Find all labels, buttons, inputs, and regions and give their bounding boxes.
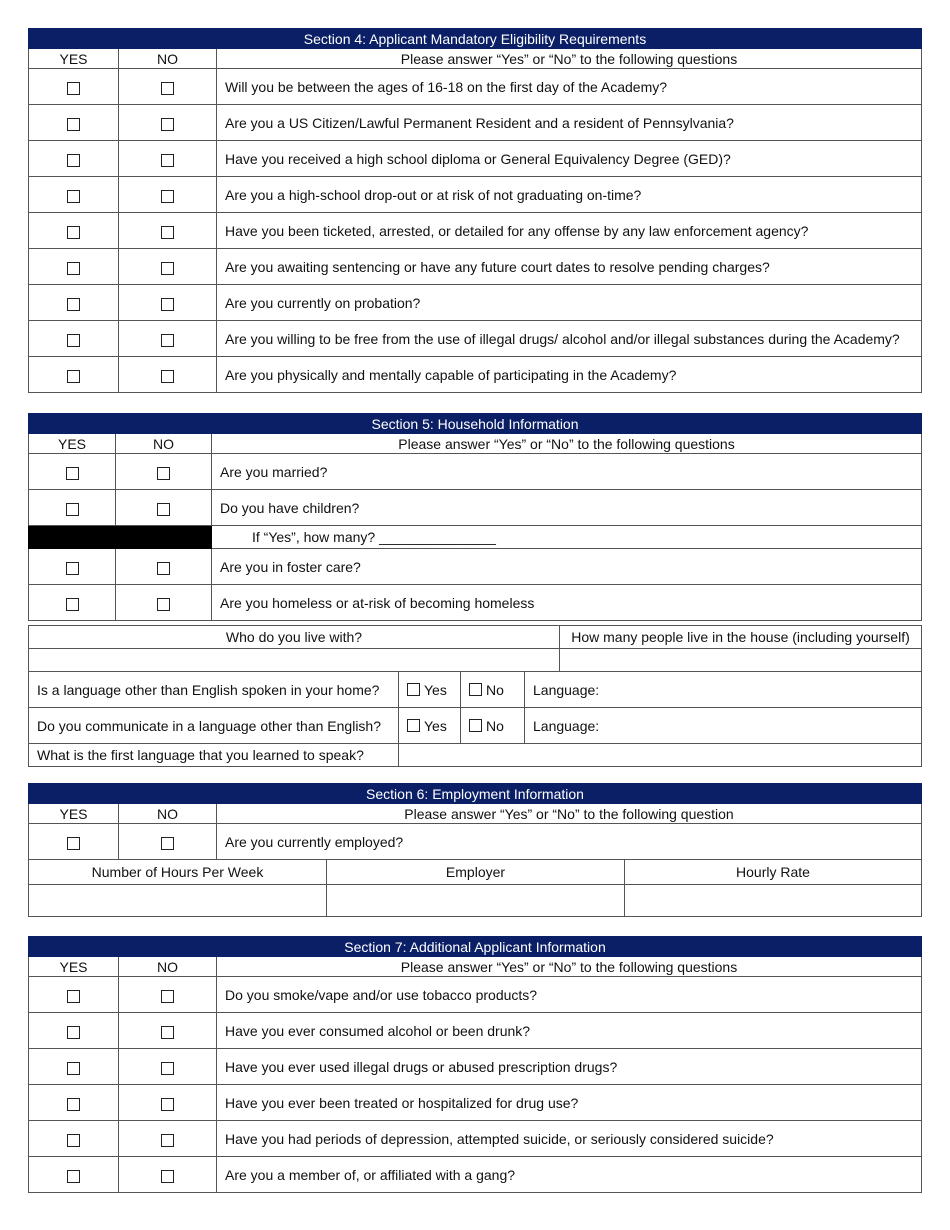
- question-text: Do you have children?: [212, 490, 922, 526]
- section-7-title: Section 7: Additional Applicant Information: [29, 937, 922, 957]
- yes-checkbox[interactable]: [67, 118, 80, 131]
- question-text: Are you homeless or at-risk of becoming homeless: [212, 585, 922, 621]
- section-6-title: Section 6: Employment Information: [29, 784, 922, 804]
- question-text: Have you received a high school diploma or General Equivalency Degree (GED)?: [217, 141, 922, 177]
- section-4-title: Section 4: Applicant Mandatory Eligibility Requirements: [29, 29, 922, 49]
- yes-checkbox[interactable]: [67, 334, 80, 347]
- question-row: [29, 321, 922, 357]
- yes-option-label: Yes: [424, 717, 447, 734]
- question-text: Have you ever consumed alcohol or been drunk?: [217, 1013, 922, 1049]
- question-row: [29, 105, 922, 141]
- question-row: [29, 490, 922, 526]
- question-text: Are you willing to be free from the use of illegal drugs/ alcohol and/or illegal substances during the Academy?: [217, 321, 922, 357]
- no-checkbox[interactable]: [161, 1170, 174, 1183]
- yes-checkbox[interactable]: [67, 837, 80, 850]
- first-language-question: What is the first language that you learned to speak?: [29, 744, 399, 767]
- hourly-rate-input[interactable]: [625, 885, 922, 917]
- yes-checkbox[interactable]: [67, 1170, 80, 1183]
- section-6-table: [28, 783, 922, 917]
- question-row: [29, 1121, 922, 1157]
- question-text: Are you currently on probation?: [217, 285, 922, 321]
- yes-checkbox[interactable]: [67, 82, 80, 95]
- section-6-instructions: Please answer “Yes” or “No” to the following question: [217, 804, 922, 824]
- hours-input[interactable]: [29, 885, 327, 917]
- question-text: Do you smoke/vape and/or use tobacco products?: [217, 977, 922, 1013]
- yes-checkbox[interactable]: [67, 990, 80, 1003]
- question-text: Are you in foster care?: [212, 549, 922, 585]
- question-text: Have you had periods of depression, attempted suicide, or seriously considered suicide?: [217, 1121, 922, 1157]
- no-column-header: NO: [119, 957, 217, 977]
- question-text: Are you a US Citizen/Lawful Permanent Resident and a resident of Pennsylvania?: [217, 105, 922, 141]
- question-text: Are you married?: [212, 454, 922, 490]
- yes-checkbox[interactable]: [407, 683, 420, 696]
- people-count-input[interactable]: [560, 649, 922, 672]
- question-row: [29, 213, 922, 249]
- yes-checkbox[interactable]: [67, 190, 80, 203]
- yes-checkbox[interactable]: [67, 370, 80, 383]
- no-option-label: No: [486, 717, 504, 734]
- question-row: [29, 977, 922, 1013]
- question-row: [29, 585, 922, 621]
- question-row: [29, 454, 922, 490]
- no-checkbox[interactable]: [161, 298, 174, 311]
- no-checkbox[interactable]: [161, 1134, 174, 1147]
- section-4-table: [28, 28, 922, 393]
- no-checkbox[interactable]: [161, 370, 174, 383]
- language-home-field[interactable]: [525, 672, 922, 708]
- no-option-label: No: [486, 681, 504, 698]
- question-row: [29, 1013, 922, 1049]
- yes-checkbox[interactable]: [407, 719, 420, 732]
- question-row: [29, 357, 922, 393]
- question-text: Are you a member of, or affiliated with a gang?: [217, 1157, 922, 1193]
- employer-input[interactable]: [327, 885, 625, 917]
- no-checkbox[interactable]: [161, 226, 174, 239]
- no-checkbox[interactable]: [161, 334, 174, 347]
- section-5-table: [28, 413, 922, 621]
- yes-checkbox[interactable]: [67, 1026, 80, 1039]
- yes-checkbox[interactable]: [67, 1062, 80, 1075]
- no-checkbox[interactable]: [161, 190, 174, 203]
- question-row: [29, 177, 922, 213]
- question-text: Will you be between the ages of 16-18 on the first day of the Academy?: [217, 69, 922, 105]
- question-text: Are you currently employed?: [217, 824, 922, 860]
- language-label: Language:: [533, 681, 600, 698]
- blacked-out-cell: [29, 526, 212, 549]
- no-checkbox[interactable]: [161, 837, 174, 850]
- question-text: Are you awaiting sentencing or have any future court dates to resolve pending charges?: [217, 249, 922, 285]
- yes-checkbox[interactable]: [66, 503, 79, 516]
- question-text: Are you physically and mentally capable of participating in the Academy?: [217, 357, 922, 393]
- no-checkbox[interactable]: [161, 262, 174, 275]
- question-row: [29, 69, 922, 105]
- language-comm-yes-option[interactable]: [399, 708, 461, 744]
- language-comm-field[interactable]: [525, 708, 922, 744]
- section-5-title: Section 5: Household Information: [29, 414, 922, 434]
- no-checkbox[interactable]: [161, 1062, 174, 1075]
- question-row: [29, 1085, 922, 1121]
- no-checkbox[interactable]: [161, 990, 174, 1003]
- question-row: [29, 549, 922, 585]
- section-5-instructions: Please answer “Yes” or “No” to the following questions: [212, 434, 922, 454]
- question-row: [29, 824, 922, 860]
- yes-column-header: YES: [29, 804, 119, 824]
- question-row: [29, 1157, 922, 1193]
- question-row: [29, 1049, 922, 1085]
- section-4-instructions: Please answer “Yes” or “No” to the following questions: [217, 49, 922, 69]
- first-language-input[interactable]: [399, 744, 922, 767]
- no-checkbox[interactable]: [161, 1098, 174, 1111]
- yes-checkbox[interactable]: [67, 298, 80, 311]
- yes-column-header: YES: [29, 434, 116, 454]
- no-checkbox[interactable]: [161, 82, 174, 95]
- no-checkbox[interactable]: [157, 467, 170, 480]
- no-checkbox[interactable]: [161, 154, 174, 167]
- hours-label: Number of Hours Per Week: [29, 860, 327, 885]
- no-column-header: NO: [119, 49, 217, 69]
- no-checkbox[interactable]: [469, 719, 482, 732]
- no-checkbox[interactable]: [157, 598, 170, 611]
- no-checkbox[interactable]: [157, 562, 170, 575]
- yes-checkbox[interactable]: [67, 1134, 80, 1147]
- no-column-header: NO: [119, 804, 217, 824]
- no-checkbox[interactable]: [469, 683, 482, 696]
- language-label: Language:: [533, 717, 600, 734]
- language-comm-question: Do you communicate in a language other than English?: [29, 708, 399, 744]
- household-table: [28, 625, 922, 767]
- yes-checkbox[interactable]: [66, 467, 79, 480]
- yes-checkbox[interactable]: [66, 598, 79, 611]
- question-text: Have you ever been treated or hospitalized for drug use?: [217, 1085, 922, 1121]
- question-row: [29, 285, 922, 321]
- language-home-question: Is a language other than English spoken in your home?: [29, 672, 399, 708]
- section-7-table: [28, 936, 922, 1193]
- yes-column-header: YES: [29, 49, 119, 69]
- question-text: Have you ever used illegal drugs or abused prescription drugs?: [217, 1049, 922, 1085]
- people-count-label: How many people live in the house (including yourself): [560, 626, 922, 649]
- yes-checkbox[interactable]: [67, 226, 80, 239]
- live-with-label: Who do you live with?: [29, 626, 560, 649]
- yes-checkbox[interactable]: [67, 154, 80, 167]
- yes-option-label: Yes: [424, 681, 447, 698]
- question-row: [29, 249, 922, 285]
- question-text: Are you a high-school drop-out or at risk of not graduating on-time?: [217, 177, 922, 213]
- no-checkbox[interactable]: [161, 118, 174, 131]
- live-with-input[interactable]: [29, 649, 560, 672]
- question-text: Have you been ticketed, arrested, or detailed for any offense by any law enforcement agency?: [217, 213, 922, 249]
- language-home-yes-option[interactable]: [399, 672, 461, 708]
- language-home-no-option[interactable]: [461, 672, 525, 708]
- hourly-rate-label: Hourly Rate: [625, 860, 922, 885]
- no-checkbox[interactable]: [157, 503, 170, 516]
- yes-checkbox[interactable]: [67, 1098, 80, 1111]
- yes-checkbox[interactable]: [67, 262, 80, 275]
- language-comm-no-option[interactable]: [461, 708, 525, 744]
- children-count-field[interactable]: If “Yes”, how many? _______________: [212, 526, 922, 549]
- no-column-header: NO: [116, 434, 212, 454]
- section-7-instructions: Please answer “Yes” or “No” to the following questions: [217, 957, 922, 977]
- employer-label: Employer: [327, 860, 625, 885]
- no-checkbox[interactable]: [161, 1026, 174, 1039]
- yes-checkbox[interactable]: [66, 562, 79, 575]
- question-row: [29, 141, 922, 177]
- yes-column-header: YES: [29, 957, 119, 977]
